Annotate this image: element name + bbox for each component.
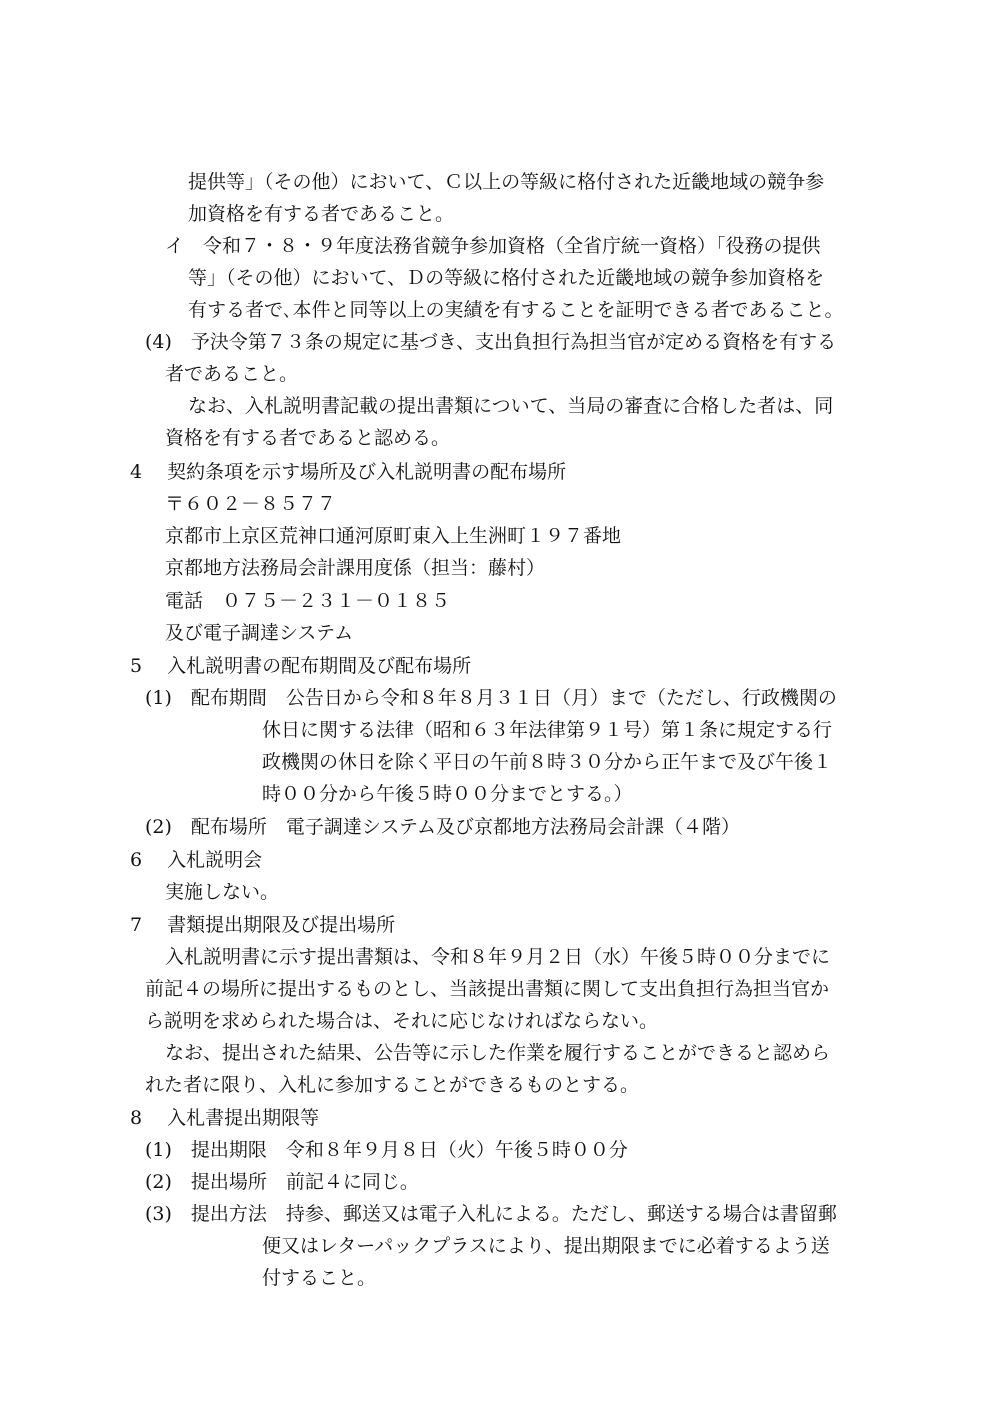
text-line: イ 令和７・８・９年度法務省競争参加資格（全省庁統一資格）「役務の提供 (165, 235, 821, 257)
text-line: (2) 配布場所 電子調達システム及び京都地方法務局会計課（４階） (145, 816, 741, 838)
section-heading: 6 入札説明会 (130, 849, 263, 871)
text-line: 便又はレターパックプラスにより、提出期限までに必着するよう送 (262, 1235, 830, 1257)
text-line: ら説明を求められた場合は、それに応じなければならない。 (145, 1010, 659, 1032)
text-line: 前記４の場所に提出するものとし、当該提出書類に関して支出負担行為担当官か (145, 978, 830, 1000)
text-line: 資格を有する者であると認める。 (165, 427, 451, 449)
text-line: 入札説明書に示す提出書類は、令和８年９月２日（水）午後５時００分までに (165, 946, 831, 968)
text-line: (1) 提出期限 令和８年９月８日（火）午後５時００分 (145, 1139, 628, 1161)
text-line: 〒６０２－８５７７ (165, 493, 337, 515)
text-line: 京都市上京区荒神口通河原町東入上生洲町１９７番地 (165, 525, 622, 547)
section-heading: 7 書類提出期限及び提出場所 (130, 914, 396, 936)
section-heading: 8 入札書提出期限等 (130, 1107, 320, 1129)
text-line: 京都地方法務局会計課用度係（担当：藤村） (165, 557, 546, 579)
text-line: 者であること。 (165, 363, 299, 385)
text-line: 付すること。 (262, 1267, 377, 1289)
text-line: 政機関の休日を除く平日の午前８時３０分から正午まで及び午後１ (262, 751, 833, 773)
text-line: なお、入札説明書記載の提出書類について、当局の審査に合格した者は、同 (188, 395, 834, 417)
text-line: 等」（その他）において、Ｄの等級に格付された近畿地域の競争参加資格を (188, 267, 825, 289)
section-heading: 4 契約条項を示す場所及び入札説明書の配布場所 (130, 461, 567, 483)
text-line: (3) 提出方法 持参、郵送又は電子入札による。ただし、郵送する場合は書留郵 (145, 1203, 837, 1225)
text-line: 休日に関する法律（昭和６３年法律第９１号）第１条に規定する行 (262, 719, 833, 741)
text-line: (4) 予決令第７３条の規定に基づき、支出負担行為担当官が定める資格を有する (145, 331, 837, 353)
text-line: (2) 提出場所 前記４に同じ。 (145, 1171, 419, 1193)
text-line: 有する者で､本件と同等以上の実績を有することを証明できる者であること。 (188, 299, 844, 321)
text-line: 電話 ０７５－２３１－０１８５ (165, 590, 451, 612)
section-heading: 5 入札説明書の配布期間及び配布場所 (130, 655, 472, 677)
text-line: 加資格を有する者であること。 (188, 203, 455, 225)
text-line: 提供等」（その他）において、Ｃ以上の等級に格付された近畿地域の競争参 (188, 171, 825, 193)
text-line: なお、提出された結果、公告等に示した作業を履行することができると認めら (165, 1042, 831, 1064)
text-line: 実施しない。 (165, 881, 280, 903)
text-line: (1) 配布期間 公告日から令和８年８月３１日（月）まで（ただし、行政機関の (145, 687, 837, 709)
text-line: れた者に限り、入札に参加することができるものとする。 (145, 1074, 640, 1096)
text-line: 時００分から午後５時００分までとする。） (262, 783, 633, 805)
text-line: 及び電子調達システム (165, 622, 354, 644)
